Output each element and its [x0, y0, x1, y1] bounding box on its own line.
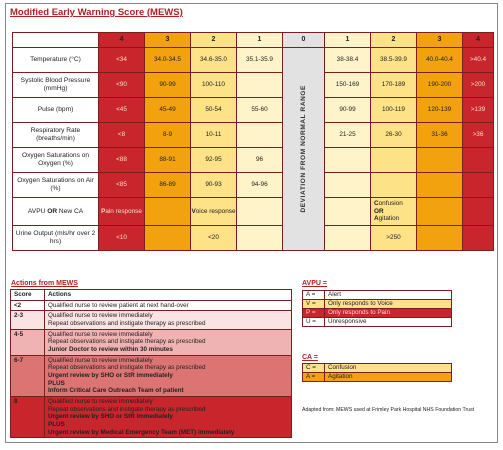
legend-row [303, 318, 452, 327]
score-cell [325, 148, 371, 173]
legend-code: A = [303, 373, 325, 382]
score-cell: <85 [99, 173, 145, 198]
score-cell: 92-95 [191, 148, 237, 173]
score-cell [325, 173, 371, 198]
legend-code: C = [303, 364, 325, 373]
score-cell: >40.4 [463, 48, 494, 73]
score-cell: 34.6-35.0 [191, 48, 237, 73]
action-text: Qualified nurse to review immediately Repeat observations and instigate therapy as prescribed Urgent review by SHO or StR immediately PLUS Urgent review by Medical Emergency Team (MET) immediately [45, 397, 292, 438]
param-label: Temperature (°C) [13, 48, 99, 73]
header-score: 1 [237, 33, 283, 48]
legend-label: Unresponsive [325, 318, 452, 327]
urine-output-row [13, 226, 494, 251]
score-cell: 10-11 [191, 123, 237, 148]
score-cell: >139 [463, 98, 494, 123]
header-blank [13, 33, 99, 48]
action-row [11, 397, 292, 438]
score-cell: >200 [463, 73, 494, 98]
header-score: 1 [325, 33, 371, 48]
score-cell: <20 [191, 226, 237, 251]
score-cell [237, 123, 283, 148]
action-row [11, 355, 292, 396]
legend-row [303, 373, 452, 382]
score-cell: 170-189 [371, 73, 417, 98]
mews-score-table [12, 32, 494, 251]
score-cell: 35.1-35.9 [237, 48, 283, 73]
header-score: 3 [145, 33, 191, 48]
actions-column-header: Actions [45, 290, 292, 301]
score-cell: 100-119 [371, 98, 417, 123]
avpu-legend [302, 290, 452, 327]
actions-header-row [11, 290, 292, 301]
action-row [11, 300, 292, 311]
score-cell: 88-91 [145, 148, 191, 173]
respiratory-rate-row [13, 123, 494, 148]
score-cell: 96 [237, 148, 283, 173]
actions-table [10, 289, 292, 438]
score-cell: 90-99 [325, 98, 371, 123]
action-score: 2-3 [11, 311, 45, 329]
param-label: Oxygen Saturations on Oxygen (%) [13, 148, 99, 173]
score-cell: 94-96 [237, 173, 283, 198]
header-score: 3 [417, 33, 463, 48]
param-label-a: AVPU [27, 207, 48, 215]
legend-label: Agitation [325, 373, 452, 382]
score-cell: Voice response [191, 198, 237, 226]
score-cell: 21-25 [325, 123, 371, 148]
score-cell: >36 [463, 123, 494, 148]
header-score: 4 [99, 33, 145, 48]
source-footnote: Adapted from: MEWS used at Frimley Park Hospital NHS Foundation Trust [302, 407, 475, 413]
score-cell: 8-9 [145, 123, 191, 148]
ca-legend [302, 363, 452, 382]
score-cell: <10 [99, 226, 145, 251]
action-text: Qualified nurse to review immediately Repeat observations and instigate therapy as prescribed Urgent review by SHO or StR immediately PLUS Inform Critical Care Outreach Team of patient [45, 355, 292, 396]
temperature-row [13, 48, 494, 73]
header-score: 2 [371, 33, 417, 48]
actions-title: Actions from MEWS [11, 280, 78, 287]
score-cell [463, 148, 494, 173]
score-cell: <90 [99, 73, 145, 98]
score-cell: 55-60 [237, 98, 283, 123]
deviation-column [283, 48, 325, 251]
score-cell: 100-110 [191, 73, 237, 98]
action-score: 8 [11, 397, 45, 438]
sats-on-air-row [13, 173, 494, 198]
pulse-row [13, 98, 494, 123]
action-text: Qualified nurse to review immediately Repeat observations and instigate therapy as prescribed [45, 311, 292, 329]
legend-label: Only responds to Pain [325, 309, 452, 318]
score-cell: 50-54 [191, 98, 237, 123]
score-cell: 38-38.4 [325, 48, 371, 73]
score-cell: >250 [371, 226, 417, 251]
score-cell: <45 [99, 98, 145, 123]
param-label [13, 198, 99, 226]
legend-label: Confusion [325, 364, 452, 373]
page-title: Modified Early Warning Score (MEWS) [10, 7, 183, 18]
score-cell [325, 198, 371, 226]
systolic-bp-row [13, 73, 494, 98]
score-cell [463, 198, 494, 226]
action-row [11, 311, 292, 329]
score-cell: 34.0-34.5 [145, 48, 191, 73]
score-cell [237, 73, 283, 98]
score-cell: 90-93 [191, 173, 237, 198]
header-score: 2 [191, 33, 237, 48]
mews-document [5, 3, 498, 443]
score-cell: <88 [99, 148, 145, 173]
ca-legend-title: CA = [302, 354, 318, 361]
score-cell: Pain response [99, 198, 145, 226]
legend-code: V = [303, 300, 325, 309]
param-label: Pulse (bpm) [13, 98, 99, 123]
score-cell [371, 173, 417, 198]
action-row [11, 329, 292, 355]
score-cell [145, 198, 191, 226]
legend-row [303, 364, 452, 373]
deviation-label: DEVIATION FROM NORMAL RANGE [299, 85, 307, 213]
avpu-row [13, 198, 494, 226]
score-cell: <8 [99, 123, 145, 148]
score-cell: 45-49 [145, 98, 191, 123]
score-cell: 190-200 [417, 73, 463, 98]
param-label-or: OR [47, 207, 58, 215]
score-cell [463, 226, 494, 251]
score-cell: 150-169 [325, 73, 371, 98]
score-cell: 86-89 [145, 173, 191, 198]
action-score: <2 [11, 300, 45, 311]
legend-code: A = [303, 291, 325, 300]
header-score: 4 [463, 33, 494, 48]
legend-row [303, 300, 452, 309]
score-cell [417, 198, 463, 226]
score-cell: 38.5-39.9 [371, 48, 417, 73]
param-label: Oxygen Saturations on Air (%) [13, 173, 99, 198]
score-cell: <34 [99, 48, 145, 73]
sats-on-oxygen-row [13, 148, 494, 173]
score-cell [371, 148, 417, 173]
score-cell: 26-30 [371, 123, 417, 148]
score-cell: 120-139 [417, 98, 463, 123]
score-cell: 90-99 [145, 73, 191, 98]
score-cell [237, 226, 283, 251]
score-cell [463, 173, 494, 198]
score-cell [417, 173, 463, 198]
score-cell [417, 226, 463, 251]
param-label: Respiratory Rate (breaths/min) [13, 123, 99, 148]
score-cell: 40.0-40.4 [417, 48, 463, 73]
legend-row [303, 291, 452, 300]
score-cell [325, 226, 371, 251]
score-column-header: Score [11, 290, 45, 301]
header-score: 0 [283, 33, 325, 48]
score-cell [145, 226, 191, 251]
score-header-row [13, 33, 494, 48]
score-cell: Confusion OR Agitation [371, 198, 417, 226]
legend-code: P = [303, 309, 325, 318]
action-text: Qualified nurse to review immediately Repeat observations and instigate therapy as prescribed Junior Doctor to review within 30 minutes [45, 329, 292, 355]
legend-label: Alert [325, 291, 452, 300]
legend-code: U = [303, 318, 325, 327]
param-label: Systolic Blood Pressure (mmHg) [13, 73, 99, 98]
action-text: Qualified nurse to review patient at next hand-over [45, 300, 292, 311]
action-score: 4-5 [11, 329, 45, 355]
legend-row [303, 309, 452, 318]
score-cell [237, 198, 283, 226]
action-score: 6-7 [11, 355, 45, 396]
avpu-legend-title: AVPU = [302, 280, 327, 287]
score-cell: 31-36 [417, 123, 463, 148]
score-cell [417, 148, 463, 173]
param-label-b: New CA [57, 207, 84, 215]
param-label: Urine Output (mls/hr over 2 hrs) [13, 226, 99, 251]
legend-label: Only responds to Voice [325, 300, 452, 309]
